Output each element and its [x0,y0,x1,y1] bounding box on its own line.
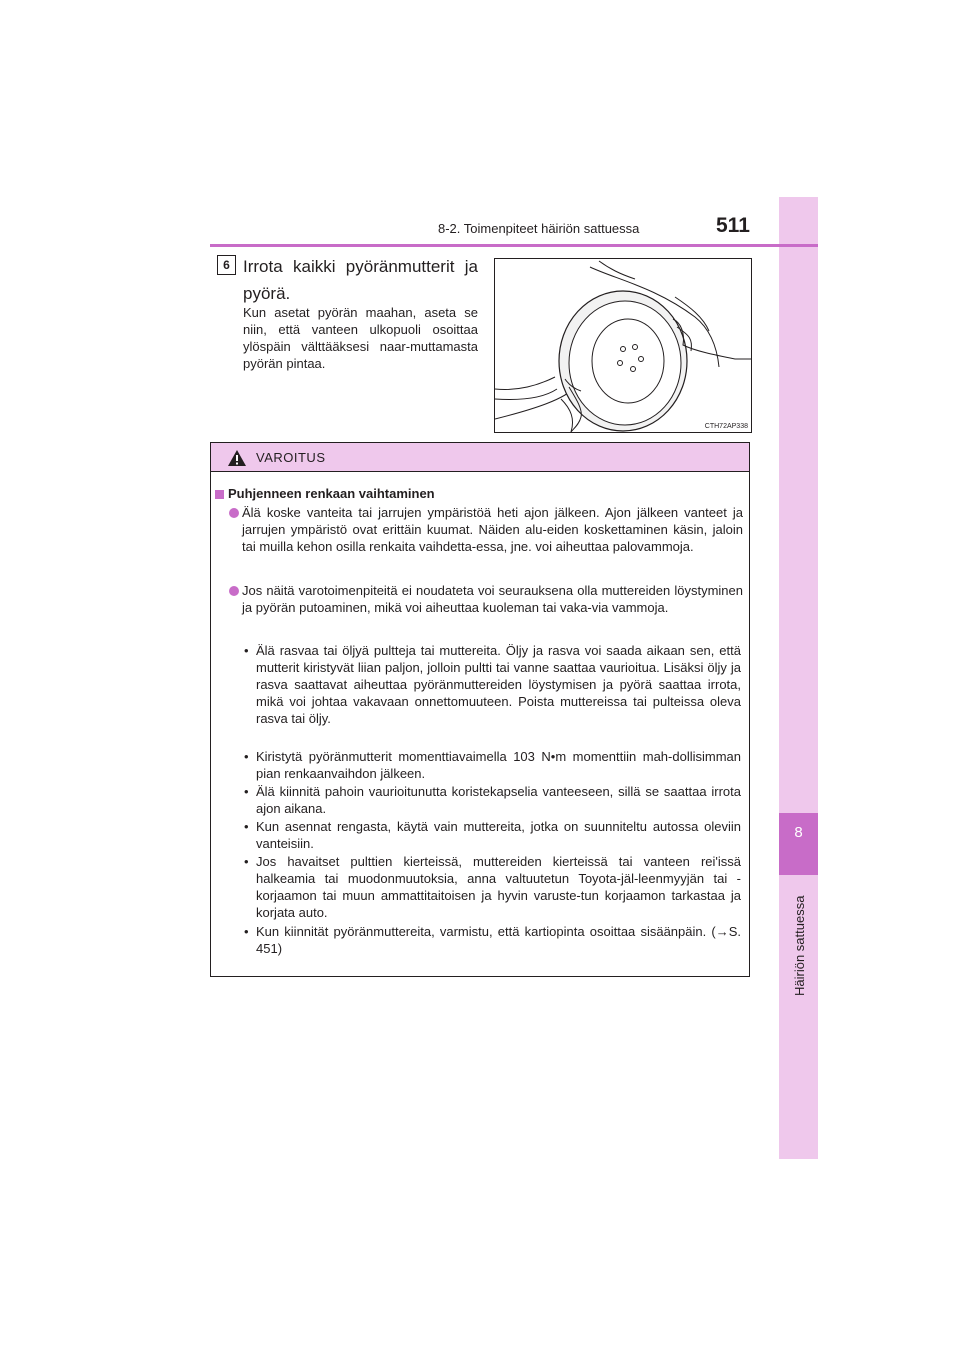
wheel-removal-illustration [494,258,752,433]
wheel-removal-icon [495,259,751,432]
warning-bullet: Älä kiinnitä pahoin vaurioitunutta koristekapselia vanteeseen, sillä se saattaa irrota ajon aikana. [256,784,741,816]
bullet-mark: • [244,819,249,834]
bullet-dot-icon [229,508,239,518]
step-description: Kun asetat pyörän maahan, aseta se niin, että vanteen ulkopuoli osoittaa ylöspäin välttääksesi naar-muttamasta pyörän pintaa. [243,305,478,371]
bullet-mark: • [244,784,249,799]
warning-bullet: Jos havaitset pulttien kierteissä, muttereiden kierteissä tai vanteen rei'issä halkeamia tai muodonmuutoksia, anna valtuutetun Toyota-jäl-leenmyyjän tai -korjaamon tai muun ammattitaitoisen ja hyvin varuste-tun korjaamon tarkastaa ja korjata auto. [256,854,741,920]
chapter-label: Häiriön sattuessa [792,895,807,996]
bullet-mark: • [244,749,249,764]
chapter-number: 8 [794,824,803,841]
warning-paragraph: Jos näitä varotoimenpiteitä ei noudateta voi seurauksena olla muttereiden löystyminen ja pyörän putoaminen, mikä voi aiheuttaa kuoleman tai vaka-via vammoja. [242,583,743,615]
warning-section-title: Puhjenneen renkaan vaihtaminen [228,486,435,501]
bullet-mark: • [244,854,249,869]
bullet-mark: • [244,643,249,658]
bullet-dot-icon [229,586,239,596]
step-number-badge: 6 [217,255,236,275]
bullet-mark: • [244,924,249,939]
section-header: 8-2. Toimenpiteet häiriön sattuessa [438,221,640,236]
warning-header [211,443,749,472]
chapter-tab-marker [779,813,818,875]
warning-bullet: Älä rasvaa tai öljyä pultteja tai muttereita. Öljy ja rasva voi saada aikaan sen, että mutterit kiristyvät liian paljon, jolloin pultti tai vanne saattaa vaurioitua. Lisäksi öljy ja rasva saattavat aiheuttaa pyöränmuttereiden löystymisen ja pyörä saattaa irrota, mikä voi johtaa vakavaan onnettomuuteen. Poista muttereissa tai pulteissa oleva rasva tai öljy. [256,643,741,726]
figure-code: CTH72AP338 [704,423,748,430]
warning-triangle-icon [227,449,247,467]
warning-title: VAROITUS [256,450,326,465]
step-title: Irrota kaikki pyöränmutterit ja pyörä. [243,257,478,303]
page-number: 511 [716,214,750,237]
warning-paragraph: Älä koske vanteita tai jarrujen ympäristöä heti ajon jälkeen. Ajon jälkeen vanteet ja jarrujen ympäristö ovat erittäin kuumat. Näiden alu-eiden koskettaminen käsin, jaloin tai muilla kehon osilla renkaita vaihdetta-essa, jne. voi aiheuttaa palovammoja. [242,505,743,554]
warning-bullet: Kiristytä pyöränmutterit momenttiavaimella 103 N•m momenttiin mah-dollisimman pian renkaanvaihdon jälkeen. [256,749,741,781]
chapter-side-tab [779,197,818,1159]
header-rule [210,244,818,247]
warning-bullet: Kun asennat rengasta, käytä vain muttereita, jotka on suunniteltu autossa oleviin vanteisiin. [256,819,741,851]
section-square-icon [215,490,224,499]
warning-box [210,442,750,977]
warning-bullet: Kun kiinnität pyöränmuttereita, varmistu, että kartiopinta osoittaa sisäänpäin. (→S. 451) [256,924,741,956]
